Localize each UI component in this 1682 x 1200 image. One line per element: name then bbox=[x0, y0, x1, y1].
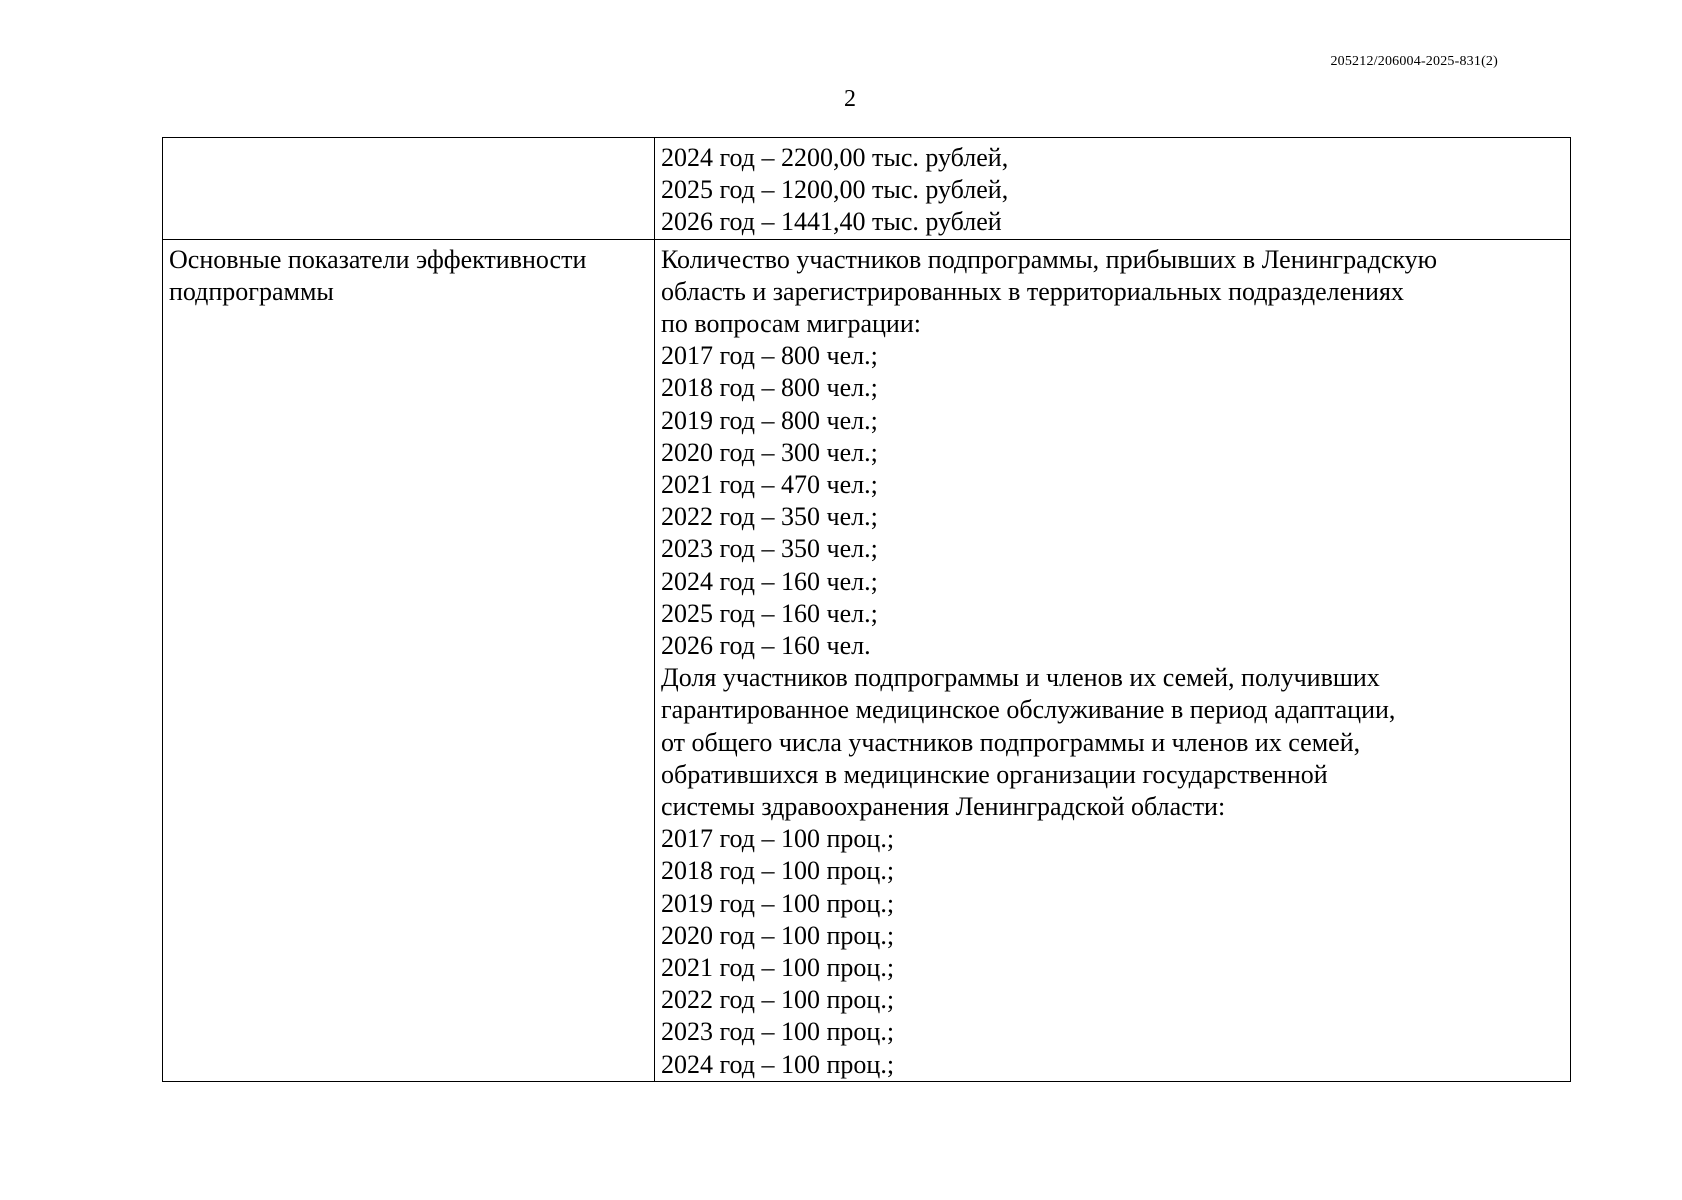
indicator2-heading-line: системы здравоохранения Ленинградской области: bbox=[661, 792, 1226, 822]
indicator1-heading-line: Количество участников подпрограммы, прибывших в Ленинградскую bbox=[661, 244, 1438, 274]
label-line: Основные показатели эффективности bbox=[169, 244, 587, 274]
indicator2-value: 2022 год – 100 проц.; bbox=[661, 985, 895, 1015]
indicator2-heading-line: обратившихся в медицинские организации государственной bbox=[661, 759, 1328, 789]
indicator2-heading-line: Доля участников подпрограммы и членов их семей, получивших bbox=[661, 663, 1380, 693]
funding-line: 2025 год – 1200,00 тыс. рублей, bbox=[661, 175, 1009, 205]
indicator2-value: 2019 год – 100 проц.; bbox=[661, 888, 895, 918]
indicator1-value: 2025 год – 160 чел.; bbox=[661, 598, 878, 628]
indicator1-value: 2022 год – 350 чел.; bbox=[661, 502, 878, 532]
indicator2-heading-line: гарантированное медицинское обслуживание в период адаптации, bbox=[661, 695, 1396, 725]
indicator1-value: 2019 год – 800 чел.; bbox=[661, 405, 878, 435]
funding-line: 2026 год – 1441,40 тыс. рублей bbox=[661, 207, 1002, 237]
indicator1-value: 2018 год – 800 чел.; bbox=[661, 373, 878, 403]
indicator1-heading-line: по вопросам миграции: bbox=[661, 309, 921, 339]
indicator1-value: 2023 год – 350 чел.; bbox=[661, 534, 878, 564]
cell-indicator-values bbox=[655, 239, 1571, 1081]
indicator2-heading-line: от общего числа участников подпрограммы и членов их семей, bbox=[661, 727, 1361, 757]
cell-label-indicators bbox=[163, 239, 655, 1081]
indicator1-value: 2026 год – 160 чел. bbox=[661, 631, 871, 661]
indicator2-value: 2017 год – 100 проц.; bbox=[661, 824, 895, 854]
table-row-performance-indicators bbox=[163, 239, 1571, 1081]
indicator1-value: 2021 год – 470 чел.; bbox=[661, 470, 878, 500]
indicator2-value: 2018 год – 100 проц.; bbox=[661, 856, 895, 886]
cell-funding-values bbox=[655, 138, 1571, 240]
indicator2-value: 2021 год – 100 проц.; bbox=[661, 953, 895, 983]
indicator1-value: 2020 год – 300 чел.; bbox=[661, 437, 878, 467]
label-line: подпрограммы bbox=[169, 276, 334, 306]
subprogram-passport-table bbox=[162, 137, 1571, 1082]
cell-label-empty bbox=[163, 138, 655, 240]
indicator1-value: 2017 год – 800 чел.; bbox=[661, 341, 878, 371]
indicator2-value: 2020 год – 100 проц.; bbox=[661, 920, 895, 950]
table-row-funding-continuation bbox=[163, 138, 1571, 240]
document-code: 205212/206004-2025-831(2) bbox=[1330, 54, 1498, 69]
indicator1-heading-line: область и зарегистрированных в территориальных подразделениях bbox=[661, 276, 1404, 306]
indicator1-value: 2024 год – 160 чел.; bbox=[661, 566, 878, 596]
funding-line: 2024 год – 2200,00 тыс. рублей, bbox=[661, 143, 1009, 172]
indicator2-value: 2024 год – 100 проц.; bbox=[661, 1049, 895, 1079]
indicator2-value: 2023 год – 100 проц.; bbox=[661, 1017, 895, 1047]
page-number: 2 bbox=[844, 86, 856, 112]
